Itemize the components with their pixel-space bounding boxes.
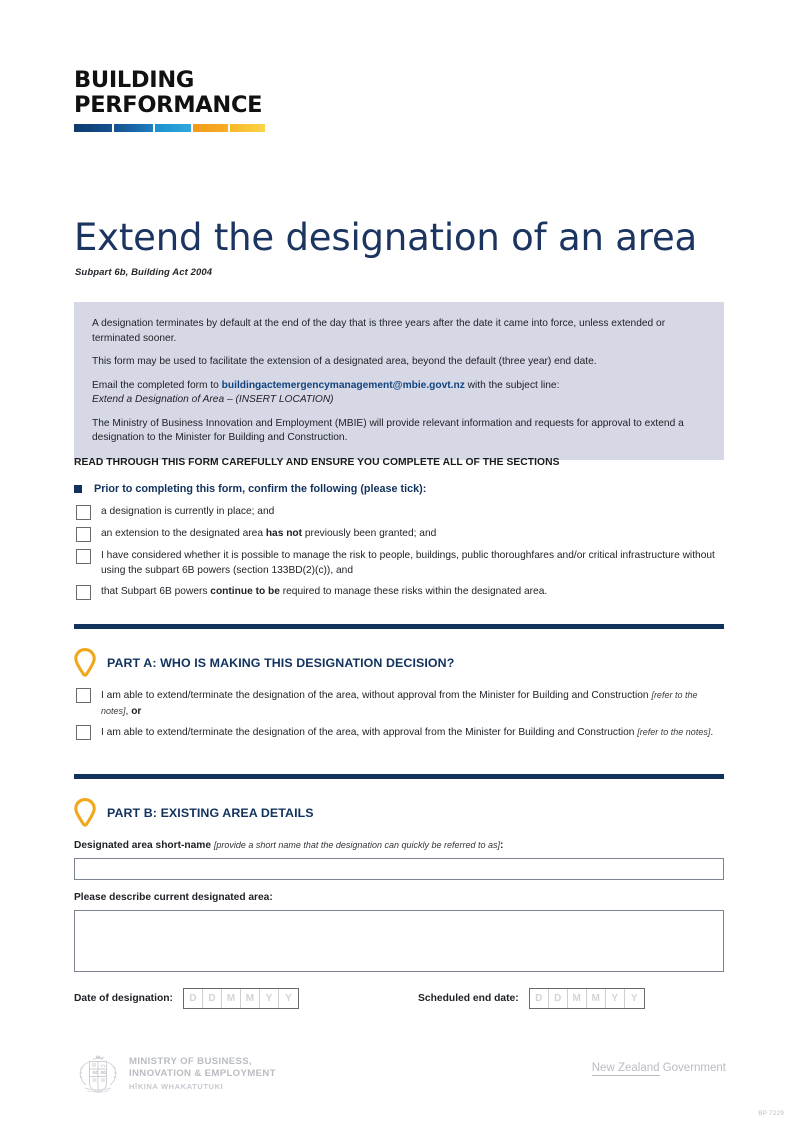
map-pin-icon [74,648,96,677]
end-date-cell-m2[interactable]: M [587,989,606,1008]
prior-confirm-heading [74,483,426,495]
part-a-title: PART A: WHO IS MAKING THIS DESIGNATION DECISION? [107,655,455,670]
part-a-checkbox-row-2[interactable] [76,725,720,741]
info-email-suffix: with the subject line: [464,379,560,391]
mbie-line-1: MINISTRY OF BUSINESS, [129,1056,253,1067]
part-b-heading [74,798,314,827]
confirm-checkbox-row-1[interactable] [76,505,716,520]
date-cell-m2[interactable]: M [241,989,260,1008]
building-performance-logo [74,68,274,132]
nz-government-word: Government [659,1062,726,1074]
read-through-notice: READ THROUGH THIS FORM CAREFULLY AND ENSURE YOU COMPLETE ALL OF THE SECTIONS [74,457,560,468]
section-rule-a [74,624,724,629]
date-of-designation-label: Date of designation: [74,993,173,1004]
checkbox-without-minister-approval[interactable] [76,688,91,703]
date-cell-d1[interactable]: D [184,989,203,1008]
page-subtitle: Subpart 6b, Building Act 2004 [75,267,213,278]
prior-confirm-label: Prior to completing this form, confirm the following (please tick): [94,483,427,495]
logo-bar-segment-1 [74,124,112,132]
checkbox-label-4-bold: continue to be [210,586,280,597]
date-of-designation-row [74,988,299,1009]
checkbox-powers-continue[interactable] [76,585,91,600]
info-subject-line: Extend a Designation of Area – (INSERT LOCATION) [92,394,334,405]
checkbox-label-4-post: required to manage these risks within the designated area. [279,586,548,597]
logo-line-performance: PERFORMANCE [74,92,263,118]
logo-line-building: BUILDING [74,67,195,93]
section-rule-b [74,774,724,779]
part-a-checkbox-label-1 [101,688,720,719]
info-paragraph-2: This form may be used to facilitate the extension of a designated area, beyond the default (three year) end date. [92,356,597,367]
mbie-text-block [129,1052,276,1091]
logo-bar-segment-3 [155,124,192,132]
mbie-footer-logo [76,1052,276,1096]
logo-bar-segment-2 [114,124,152,132]
checkbox-designation-in-place[interactable] [76,505,91,520]
part-a-label-1-note: [refer to the notes] [101,690,698,716]
square-bullet-icon [74,485,82,493]
checkbox-label-2-post: previously been granted; and [302,528,437,539]
mbie-line-3-maori: HĪKINA WHAKATUTUKI [129,1082,224,1091]
date-cell-d2[interactable]: D [203,989,222,1008]
part-a-label-2-note: [refer to the notes] [637,727,711,737]
date-cell-y1[interactable]: Y [260,989,279,1008]
describe-area-label: Please describe current designated area: [74,892,273,903]
checkbox-no-prior-extension[interactable] [76,527,91,542]
confirm-checkbox-row-2[interactable] [76,527,716,542]
nz-coat-of-arms-icon [76,1052,120,1096]
part-a-label-2-pre: I am able to extend/terminate the designation of the area, with approval from the Minister for Building and Construction [101,727,638,738]
part-a-label-1-post: , [125,705,132,717]
short-name-hint: [provide a short name that the designation can quickly be referred to as] [213,840,501,850]
nz-government-logo [592,1062,726,1074]
info-paragraph-3 [92,379,706,408]
page-title: Extend the designation of an area [74,216,697,259]
checkbox-label-1: a designation is currently in place; and [101,506,275,517]
info-paragraph-1: A designation terminates by default at the end of the day that is three years after the date it came into force, unless extended or terminated sooner. [92,318,666,344]
checkbox-label-4-pre: that Subpart 6B powers [101,586,211,597]
short-name-colon: : [500,840,504,851]
scheduled-end-date-row [418,988,645,1009]
bp-code: BP 7229 [758,1110,784,1117]
checkbox-label-2-pre: an extension to the designated area [101,528,266,539]
part-a-label-2-post: . [710,727,714,738]
part-a-checkbox-row-1[interactable] [76,688,720,719]
information-box [74,302,724,460]
checkbox-with-minister-approval[interactable] [76,725,91,740]
mbie-line-2: INNOVATION & EMPLOYMENT [129,1068,276,1079]
confirm-checkbox-row-3[interactable] [76,549,722,578]
part-a-checkbox-label-2 [101,725,713,741]
part-a-heading [74,648,454,677]
checkbox-risk-considered[interactable] [76,549,91,564]
date-cell-y2[interactable]: Y [285,993,292,1004]
describe-area-textarea[interactable] [74,910,724,972]
end-date-cell-d1[interactable]: D [530,989,549,1008]
short-name-label [74,840,503,851]
date-cell-m1[interactable]: M [222,989,241,1008]
part-a-label-1-or: or [131,705,142,717]
end-date-cell-y1[interactable]: Y [606,989,625,1008]
short-name-label-text: Designated area short-name [74,840,214,851]
part-a-label-1-pre: I am able to extend/terminate the designation of the area, without approval from the Minister for Building and Construction [101,690,652,701]
logo-bar-segment-4 [193,124,228,132]
scheduled-end-date-input[interactable] [529,988,645,1009]
end-date-cell-d2[interactable]: D [549,989,568,1008]
email-link[interactable]: buildingactemergencymanagement@mbie.govt.nz [221,379,465,391]
short-name-input[interactable] [74,858,724,880]
date-of-designation-input[interactable] [183,988,299,1009]
confirm-checkbox-row-4[interactable] [76,585,716,600]
checkbox-label-4 [101,585,547,600]
info-paragraph-4: The Ministry of Business Innovation and Employment (MBIE) will provide relevant information and requests for approval to extend a designation to the Minister for Building and Construction. [92,417,684,443]
info-email-prefix: Email the completed form to [92,379,222,391]
map-pin-icon [74,798,96,827]
nz-government-nz: New Zealand [591,1062,660,1074]
end-date-cell-y2[interactable]: Y [630,993,638,1004]
checkbox-label-3: I have considered whether it is possible to manage the risk to people, buildings, public thoroughfares and/or critical infrastructure without using the subpart 6B powers (section 133BD(2)(c)), and [101,550,715,576]
scheduled-end-date-label: Scheduled end date: [418,993,519,1004]
logo-color-bar [74,124,265,132]
checkbox-label-2-bold: has not [265,528,303,539]
part-b-title: PART B: EXISTING AREA DETAILS [107,805,314,820]
end-date-cell-m1[interactable]: M [568,989,587,1008]
checkbox-label-2 [101,527,436,542]
logo-bar-segment-5 [230,124,265,132]
